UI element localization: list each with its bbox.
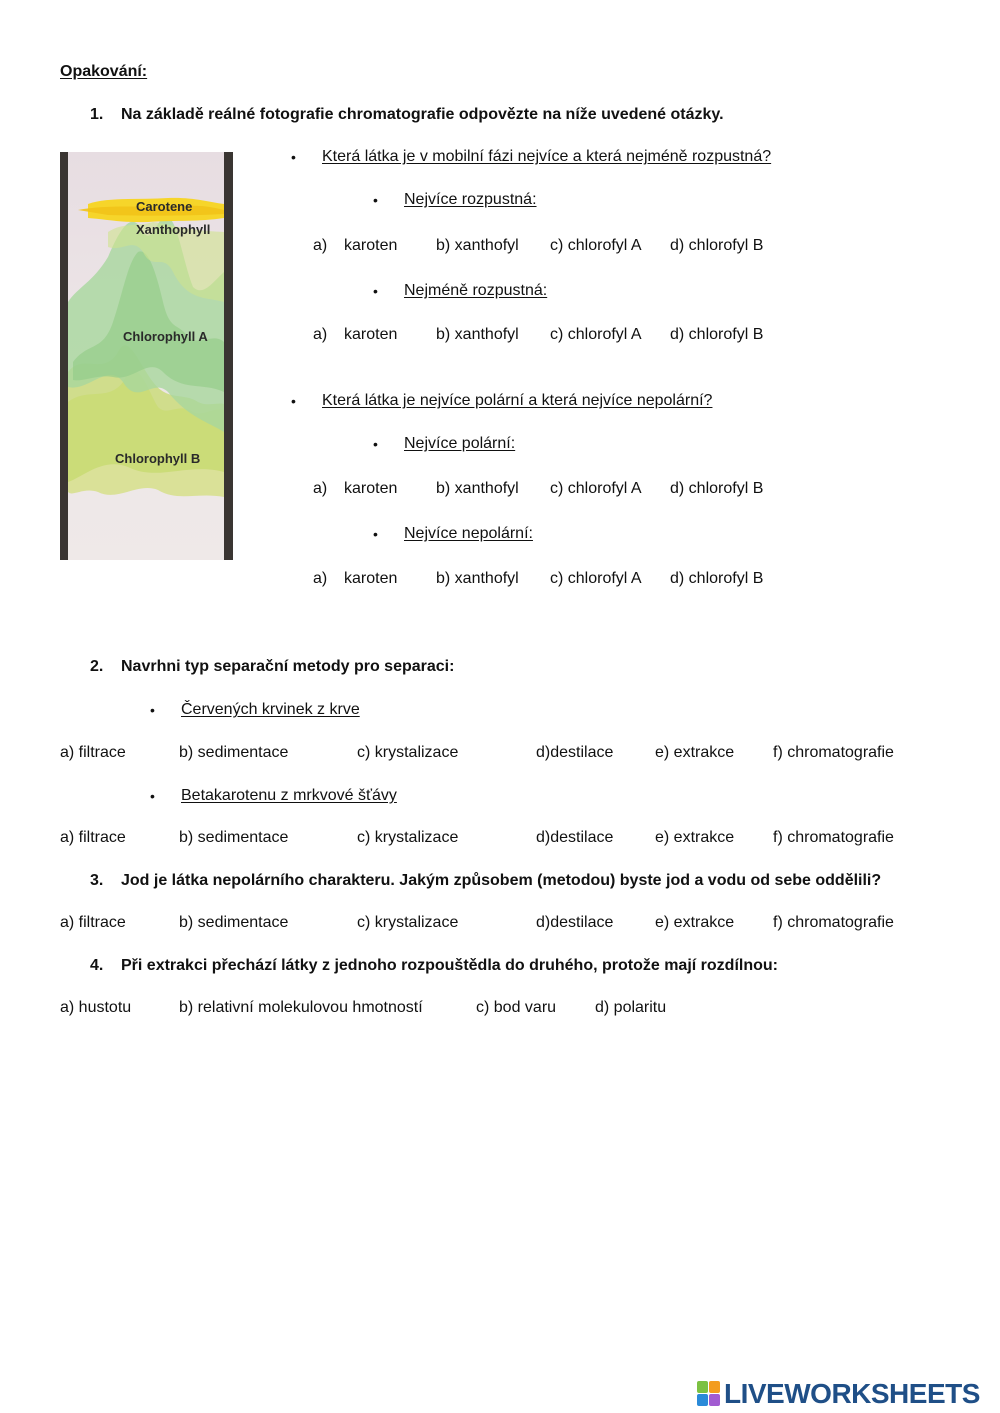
chromatography-photo [60,152,233,560]
logo-block [697,1381,708,1393]
bullet: • [373,526,378,542]
logo-block [709,1381,720,1393]
option-xanthofyl[interactable]: b) xanthofyl [436,570,519,587]
logo-block [709,1394,720,1406]
option-chlorofyl-a[interactable]: c) chlorofyl A [550,570,642,587]
q1-sub2-part1: Nejvíce polární: [404,435,516,452]
option-xanthofyl[interactable]: b) xanthofyl [436,237,519,254]
q2-text: Navrhni typ separační metody pro separaci: [121,658,455,675]
option-a-marker[interactable]: a) [313,237,328,254]
option-molekulova-hmotnost[interactable]: b) relativní molekulovou hmotností [179,999,423,1016]
option-sedimentace[interactable]: b) sedimentace [179,744,289,761]
option-chlorofyl-b[interactable]: d) chlorofyl B [670,480,764,497]
option-destilace[interactable]: d)destilace [536,914,614,931]
q1-sub1-part1: Nejvíce rozpustná: [404,191,537,208]
option-a-marker[interactable]: a) [313,326,328,343]
option-karoten[interactable]: karoten [344,237,398,254]
option-bod-varu[interactable]: c) bod varu [476,999,557,1016]
q1-text: Na základě reálné fotografie chromatografie odpovězte na níže uvedené otázky. [121,106,724,123]
bullet: • [291,149,296,165]
option-destilace[interactable]: d)destilace [536,829,614,846]
bullet: • [373,283,378,299]
option-filtrace[interactable]: a) filtrace [60,914,126,931]
option-chlorofyl-a[interactable]: c) chlorofyl A [550,480,642,497]
option-karoten[interactable]: karoten [344,326,398,343]
option-hustotu[interactable]: a) hustotu [60,999,132,1016]
option-chromatografie[interactable]: f) chromatografie [773,829,894,846]
label-chlorophyll-a: Chlorophyll A [123,329,208,344]
option-a-marker[interactable]: a) [313,570,328,587]
bullet: • [150,702,155,718]
option-polaritu[interactable]: d) polaritu [595,999,667,1016]
option-krystalizace[interactable]: c) krystalizace [357,914,459,931]
option-destilace[interactable]: d)destilace [536,744,614,761]
q1-sub2-question: Která látka je nejvíce polární a která nejvíce nepolární? [322,392,713,409]
label-chlorophyll-b: Chlorophyll B [115,451,201,466]
option-filtrace[interactable]: a) filtrace [60,829,126,846]
option-chlorofyl-b[interactable]: d) chlorofyl B [670,570,764,587]
q2-item2: Betakarotenu z mrkvové šťávy [181,787,397,804]
q1-sub1-question: Která látka je v mobilní fázi nejvíce a která nejméně rozpustná? [322,148,772,165]
q4-number: 4. [90,957,104,974]
bullet: • [150,788,155,804]
bullet: • [291,393,296,409]
option-sedimentace[interactable]: b) sedimentace [179,829,289,846]
option-xanthofyl[interactable]: b) xanthofyl [436,326,519,343]
option-karoten[interactable]: karoten [344,480,398,497]
option-chlorofyl-b[interactable]: d) chlorofyl B [670,237,764,254]
option-chlorofyl-a[interactable]: c) chlorofyl A [550,237,642,254]
q3-number: 3. [90,872,104,889]
option-extrakce[interactable]: e) extrakce [655,914,735,931]
label-xanthophyll: Xanthophyll [136,222,211,237]
q3-text: Jod je látka nepolárního charakteru. Jakým způsobem (metodou) byste jod a vodu od sebe oddělili? [121,872,882,889]
logo-text: LIVEWORKSHEETS [724,1378,980,1409]
label-carotene: Carotene [136,199,193,214]
bullet: • [373,436,378,452]
q4-text: Při extrakci přechází látky z jednoho rozpouštědla do druhého, protože mají rozdílnou: [121,957,778,974]
option-chlorofyl-a[interactable]: c) chlorofyl A [550,326,642,343]
option-extrakce[interactable]: e) extrakce [655,744,735,761]
q1-sub2-part2: Nejvíce nepolární: [404,525,533,542]
logo-block [697,1394,708,1406]
page-heading: Opakování: [60,63,148,80]
option-chromatografie[interactable]: f) chromatografie [773,744,894,761]
option-krystalizace[interactable]: c) krystalizace [357,829,459,846]
option-xanthofyl[interactable]: b) xanthofyl [436,480,519,497]
option-sedimentace[interactable]: b) sedimentace [179,914,289,931]
q1-number: 1. [90,106,104,123]
q1-sub1-part2: Nejméně rozpustná: [404,282,548,299]
option-krystalizace[interactable]: c) krystalizace [357,744,459,761]
option-a-marker[interactable]: a) [313,480,328,497]
option-filtrace[interactable]: a) filtrace [60,744,126,761]
q2-number: 2. [90,658,104,675]
option-extrakce[interactable]: e) extrakce [655,829,735,846]
q2-item1: Červených krvinek z krve [181,701,360,718]
option-chromatografie[interactable]: f) chromatografie [773,914,894,931]
bullet: • [373,192,378,208]
logo-blocks-icon [697,1381,721,1407]
option-chlorofyl-b[interactable]: d) chlorofyl B [670,326,764,343]
option-karoten[interactable]: karoten [344,570,398,587]
